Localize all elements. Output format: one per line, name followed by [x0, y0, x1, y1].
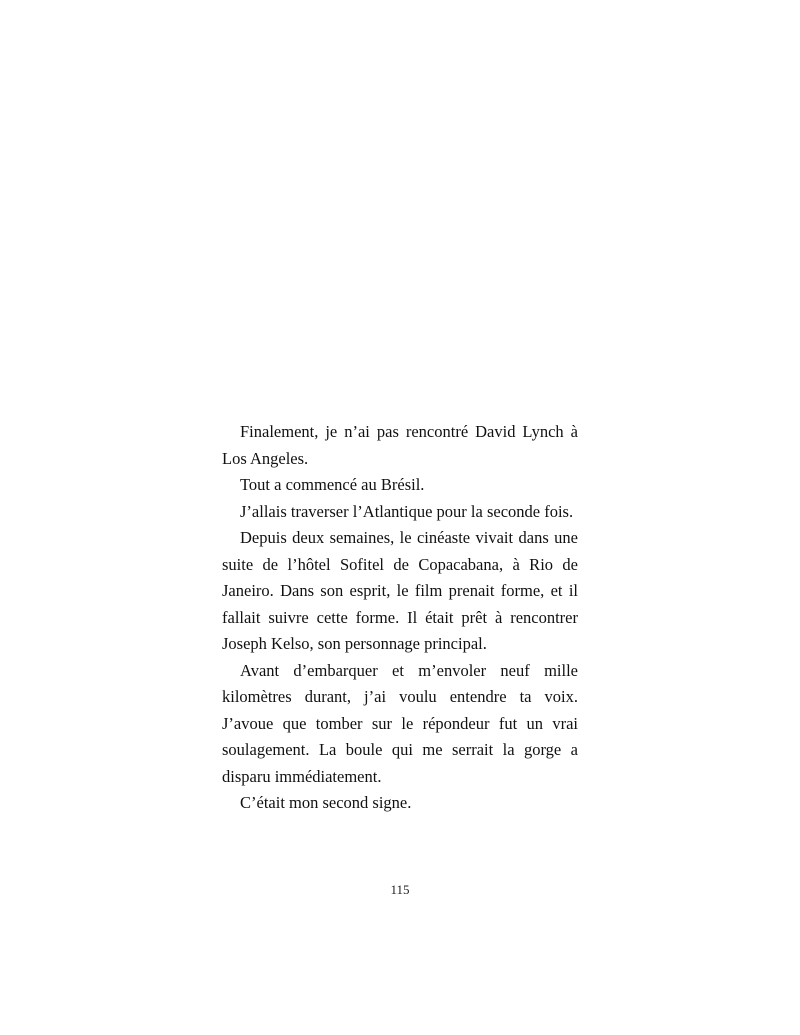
paragraph: J’allais traverser l’Atlantique pour la seconde fois. [240, 501, 574, 521]
body-text [222, 419, 578, 817]
paragraph: C’était mon second signe. [240, 793, 412, 812]
paragraph: Depuis deux semaines, le cinéaste vivait dans une suite de l’hôtel Sofitel de Copacabana, à Rio de Janeiro. Dans son esprit, le film prenait forme, et il fallait suivre cette forme. Il était prêt à rencontrer Joseph Kelso, son personnage principal. [222, 528, 578, 653]
page-number: 115 [390, 882, 410, 897]
paragraph: Avant d’embarquer et m’envoler neuf mille kilomètres durant, j’ai voulu entendre ta voix. J’avoue que tomber sur le répondeur fut un vrai soulagement. La boule qui me serrait la gorge a disparu immédiatement. [222, 660, 578, 786]
paragraph: Finalement, je n’ai pas rencontré David Lynch à Los Angeles. [222, 422, 578, 468]
paragraph: Tout a commencé au Brésil. [240, 475, 425, 494]
